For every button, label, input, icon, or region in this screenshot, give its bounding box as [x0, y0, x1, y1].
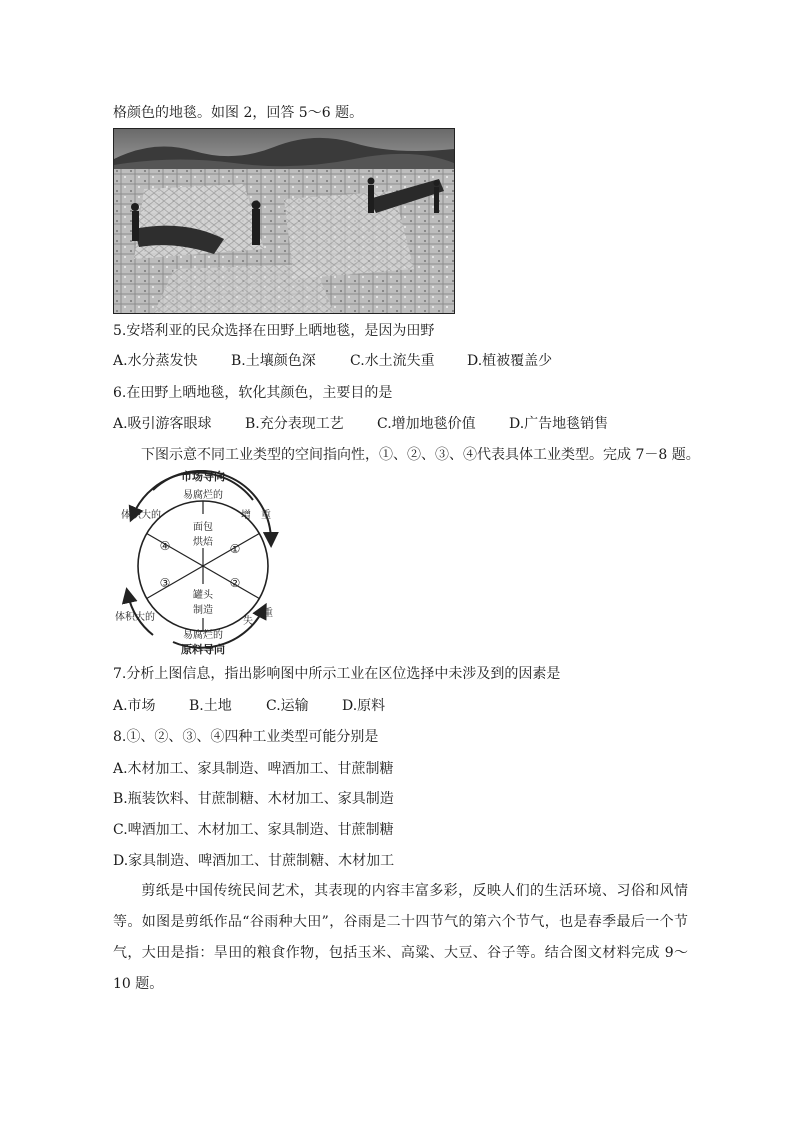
diagram-intro: 下图示意不同工业类型的空间指向性，①、②、③、④代表具体工业类型。完成 7－8 题。 — [141, 447, 700, 463]
question-5-option-a: A.水分蒸发快 — [113, 353, 198, 369]
question-6-option-c: C.增加地毯价值 — [377, 416, 476, 432]
paper-cut-paragraph-text: 剪纸是中国传统民间艺术，其表现的内容丰富多彩，反映人们的生活环境、习俗和风情等。如图是剪纸作品“谷雨种大田”，谷雨是二十四节气的第六个节气，也是春季最后一个节气，大田是指：旱田的粮食作物，包括玉米、高粱、大豆、谷子等。结合图文材料完成 9～10 题。 — [113, 883, 688, 992]
question-6-stem: 6.在田野上晒地毯，软化其颜色，主要目的是 — [113, 385, 393, 401]
sector-3: ③ — [159, 576, 171, 590]
carpet-field-photo — [113, 128, 455, 314]
center-top-line-2: 烘焙 — [193, 537, 213, 548]
industry-orientation-diagram — [113, 470, 293, 655]
question-6-option-a: A.吸引游客眼球 — [113, 416, 212, 432]
diagram-top-arc-label: 易腐烂的 — [183, 490, 223, 501]
carpet-field-photo-graphic — [114, 129, 454, 313]
sector-2: ② — [229, 576, 241, 590]
diagram-lower-right-label-2: 重 — [263, 608, 273, 619]
diagram-upper-right-label-1: 增 — [241, 510, 251, 521]
question-7-option-a: A.市场 — [113, 698, 156, 714]
question-7-stem: 7.分析上图信息，指出影响图中所示工业在区位选择中未涉及到的因素是 — [113, 666, 561, 682]
question-5-stem: 5.安塔利亚的民众选择在田野上晒地毯，是因为田野 — [113, 323, 435, 339]
question-8-option-d: D.家具制造、啤酒加工、甘蔗制糖、木材加工 — [113, 853, 395, 869]
question-5-option-c: C.水土流失重 — [350, 353, 435, 369]
question-7-option-b: B.土地 — [189, 698, 232, 714]
diagram-bottom-arc-label: 易腐烂的 — [183, 630, 223, 641]
diagram-lower-left-label: 体积大的 — [115, 612, 155, 623]
center-top-line-1: 面包 — [193, 522, 213, 533]
question-7-option-c: C.运输 — [266, 698, 309, 714]
question-5-option-d: D.植被覆盖少 — [467, 353, 553, 369]
question-5-option-b: B.土壤颜色深 — [231, 353, 316, 369]
question-8-option-a: A.木材加工、家具制造、啤酒加工、甘蔗制糖 — [113, 761, 394, 777]
diagram-upper-left-label: 体积大的 — [121, 510, 161, 521]
question-7-option-d: D.原料 — [342, 698, 386, 714]
center-bottom-line-1: 罐头 — [193, 590, 213, 601]
question-6-option-d: D.广告地毯销售 — [509, 416, 609, 432]
diagram-top-label: 市场导向 — [181, 470, 225, 483]
diagram-bottom-label: 原料导向 — [181, 643, 225, 655]
question-6-option-b: B.充分表现工艺 — [245, 416, 344, 432]
center-bottom-line-2: 制造 — [193, 605, 213, 616]
industry-orientation-graphic — [113, 470, 293, 655]
diagram-upper-right-label-2: 重 — [261, 510, 271, 521]
question-8-stem: 8.①、②、③、④四种工业类型可能分别是 — [113, 729, 379, 745]
paper-cut-paragraph — [113, 876, 688, 1000]
diagram-lower-right-label-1: 失 — [243, 616, 253, 627]
question-8-option-b: B.瓶装饮料、甘蔗制糖、木材加工、家具制造 — [113, 791, 394, 807]
question-8-option-c: C.啤酒加工、木材加工、家具制造、甘蔗制糖 — [113, 822, 394, 838]
sector-1: ① — [229, 542, 241, 556]
sector-4: ④ — [159, 539, 171, 553]
intro-line: 格颜色的地毯。如图 2，回答 5～6 题。 — [113, 105, 364, 121]
